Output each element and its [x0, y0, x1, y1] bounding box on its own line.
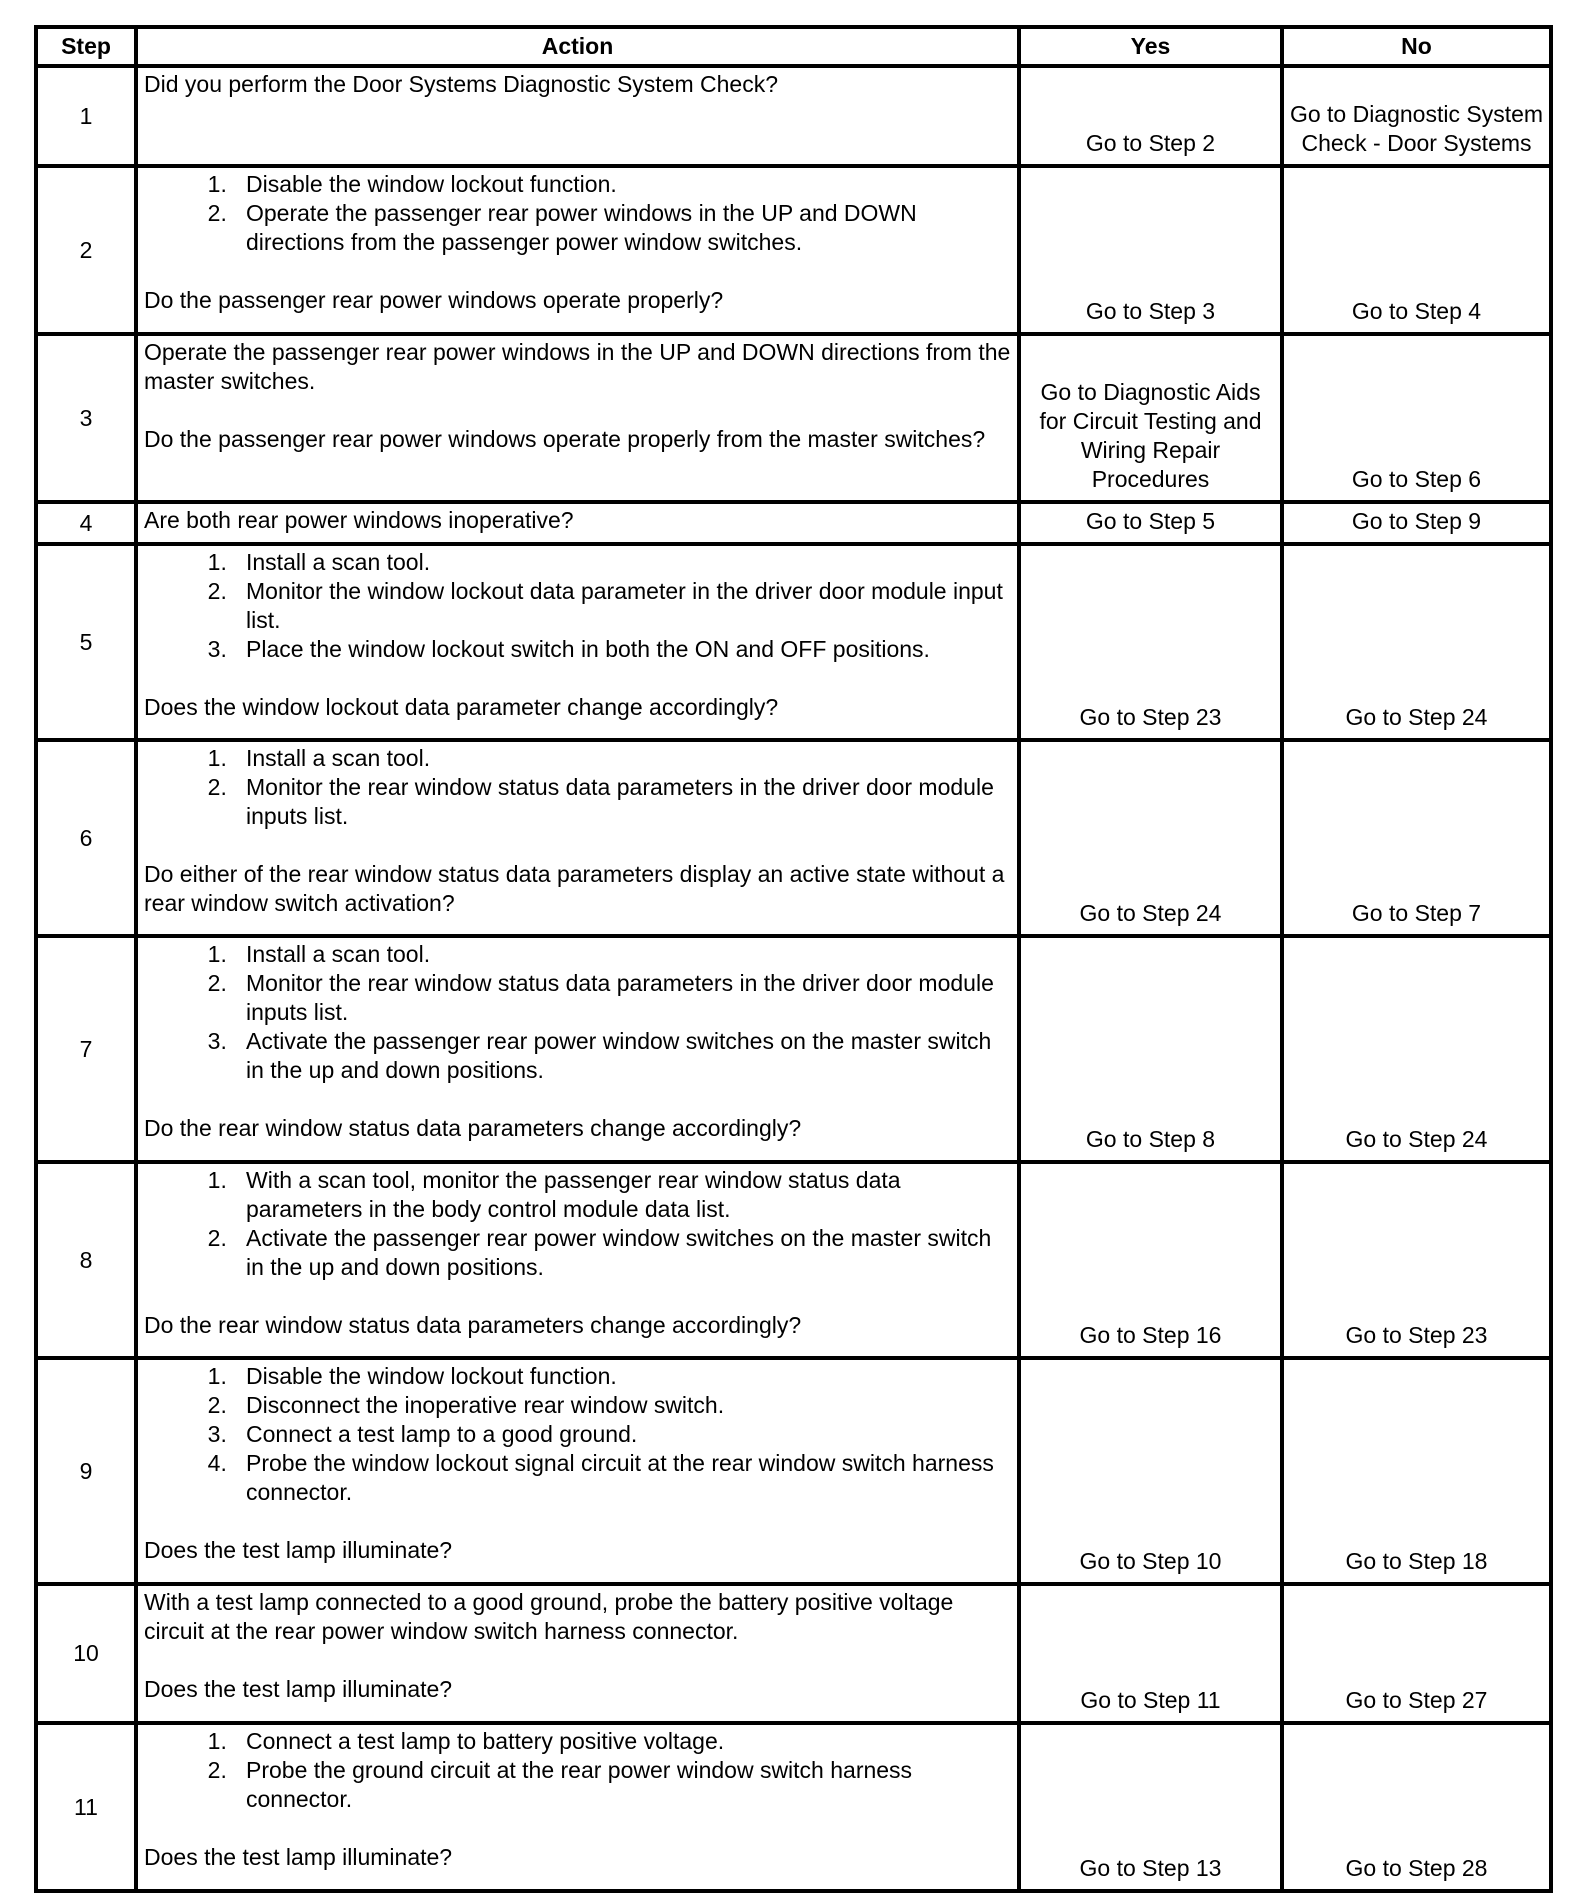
action-steps	[144, 744, 1011, 831]
question-text: Do the passenger rear power windows operate properly from the master switches?	[144, 426, 986, 452]
diagnostic-table	[34, 25, 1553, 1893]
action-steps	[144, 1362, 1011, 1507]
step-number: 8	[36, 1162, 136, 1358]
header-action: Action	[136, 27, 1019, 66]
no-link[interactable]: Go to Diagnostic System Check - Door Systems	[1282, 66, 1551, 166]
question-text: Do either of the rear window status data parameters display an active state without a rear window switch activation?	[144, 861, 1005, 916]
table-row	[36, 334, 1551, 502]
action-text: With a test lamp connected to a good ground, probe the battery positive voltage circuit at the rear power window switch harness connector.	[144, 1589, 954, 1644]
yes-link[interactable]: Go to Step 2	[1019, 66, 1282, 166]
yes-link[interactable]: Go to Step 13	[1019, 1723, 1282, 1891]
yes-link[interactable]: Go to Step 11	[1019, 1584, 1282, 1723]
action-step: 1. With a scan tool, monitor the passenger rear window status data parameters in the body control module data list.	[246, 1166, 1011, 1224]
yes-link[interactable]: Go to Step 16	[1019, 1162, 1282, 1358]
header-step: Step	[36, 27, 136, 66]
action-step: 4. Probe the window lockout signal circuit at the rear window switch harness connector.	[246, 1449, 1011, 1507]
no-link[interactable]: Go to Step 4	[1282, 166, 1551, 334]
table-row	[36, 1723, 1551, 1891]
action-step: 2. Activate the passenger rear power window switches on the master switch in the up and down positions.	[246, 1224, 1011, 1282]
header-no: No	[1282, 27, 1551, 66]
action-step: 1. Disable the window lockout function.	[246, 170, 1011, 199]
no-link[interactable]: Go to Step 24	[1282, 544, 1551, 740]
action-step: 1. Disable the window lockout function.	[246, 1362, 1011, 1391]
action-cell	[136, 66, 1019, 166]
question-text: Do the passenger rear power windows operate properly?	[144, 287, 724, 313]
yes-link[interactable]: Go to Diagnostic Aids for Circuit Testing and Wiring Repair Procedures	[1019, 334, 1282, 502]
table-row	[36, 936, 1551, 1162]
table-row	[36, 502, 1551, 544]
step-number: 2	[36, 166, 136, 334]
action-steps	[144, 548, 1011, 664]
action-step: 3. Connect a test lamp to a good ground.	[246, 1420, 1011, 1449]
action-step: 1. Install a scan tool.	[246, 744, 1011, 773]
yes-link[interactable]: Go to Step 3	[1019, 166, 1282, 334]
header-yes: Yes	[1019, 27, 1282, 66]
action-steps	[144, 940, 1011, 1085]
action-step: 2. Probe the ground circuit at the rear power window switch harness connector.	[246, 1756, 1011, 1814]
yes-link[interactable]: Go to Step 10	[1019, 1358, 1282, 1584]
table-row	[36, 1584, 1551, 1723]
action-cell	[136, 544, 1019, 740]
action-text: Did you perform the Door Systems Diagnostic System Check?	[144, 71, 779, 97]
table-row	[36, 166, 1551, 334]
action-text: Operate the passenger rear power windows in the UP and DOWN directions from the master switches.	[144, 339, 1011, 394]
question-text: Does the window lockout data parameter change accordingly?	[144, 694, 779, 720]
action-cell	[136, 1584, 1019, 1723]
action-step: 2. Monitor the window lockout data parameter in the driver door module input list.	[246, 577, 1011, 635]
action-cell	[136, 1162, 1019, 1358]
action-steps	[144, 170, 1011, 257]
step-number: 3	[36, 334, 136, 502]
no-link[interactable]: Go to Step 23	[1282, 1162, 1551, 1358]
action-step: 1. Install a scan tool.	[246, 548, 1011, 577]
step-number: 11	[36, 1723, 136, 1891]
question-text: Does the test lamp illuminate?	[144, 1844, 453, 1870]
action-cell	[136, 1723, 1019, 1891]
action-step: 2. Operate the passenger rear power windows in the UP and DOWN directions from the passenger power window switches.	[246, 199, 1011, 257]
table-row	[36, 1358, 1551, 1584]
action-cell	[136, 334, 1019, 502]
action-cell	[136, 936, 1019, 1162]
question-text: Do the rear window status data parameters change accordingly?	[144, 1115, 802, 1141]
yes-link[interactable]: Go to Step 23	[1019, 544, 1282, 740]
yes-link[interactable]: Go to Step 8	[1019, 936, 1282, 1162]
step-number: 1	[36, 66, 136, 166]
header-row	[36, 27, 1551, 66]
question-text: Does the test lamp illuminate?	[144, 1676, 453, 1702]
action-cell	[136, 166, 1019, 334]
table-row	[36, 66, 1551, 166]
action-step: 3. Activate the passenger rear power window switches on the master switch in the up and down positions.	[246, 1027, 1011, 1085]
action-step: 1. Install a scan tool.	[246, 940, 1011, 969]
action-cell	[136, 502, 1019, 544]
action-step: 2. Disconnect the inoperative rear window switch.	[246, 1391, 1011, 1420]
step-number: 10	[36, 1584, 136, 1723]
table-row	[36, 544, 1551, 740]
action-step: 2. Monitor the rear window status data parameters in the driver door module inputs list.	[246, 773, 1011, 831]
question-text: Does the test lamp illuminate?	[144, 1537, 453, 1563]
action-cell	[136, 740, 1019, 936]
action-cell	[136, 1358, 1019, 1584]
no-link[interactable]: Go to Step 7	[1282, 740, 1551, 936]
action-step: 1. Connect a test lamp to battery positive voltage.	[246, 1727, 1011, 1756]
step-number: 7	[36, 936, 136, 1162]
no-link[interactable]: Go to Step 24	[1282, 936, 1551, 1162]
no-link[interactable]: Go to Step 27	[1282, 1584, 1551, 1723]
no-link[interactable]: Go to Step 6	[1282, 334, 1551, 502]
table-row	[36, 740, 1551, 936]
question-text: Do the rear window status data parameters change accordingly?	[144, 1312, 802, 1338]
no-link[interactable]: Go to Step 18	[1282, 1358, 1551, 1584]
no-link[interactable]: Go to Step 9	[1282, 502, 1551, 544]
no-link[interactable]: Go to Step 28	[1282, 1723, 1551, 1891]
step-number: 4	[36, 502, 136, 544]
step-number: 5	[36, 544, 136, 740]
step-number: 6	[36, 740, 136, 936]
action-steps	[144, 1166, 1011, 1282]
step-number: 9	[36, 1358, 136, 1584]
yes-link[interactable]: Go to Step 24	[1019, 740, 1282, 936]
table-row	[36, 1162, 1551, 1358]
action-steps	[144, 1727, 1011, 1814]
action-step: 3. Place the window lockout switch in both the ON and OFF positions.	[246, 635, 1011, 664]
yes-link[interactable]: Go to Step 5	[1019, 502, 1282, 544]
action-step: 2. Monitor the rear window status data parameters in the driver door module inputs list.	[246, 969, 1011, 1027]
action-text: Are both rear power windows inoperative?	[144, 507, 574, 533]
